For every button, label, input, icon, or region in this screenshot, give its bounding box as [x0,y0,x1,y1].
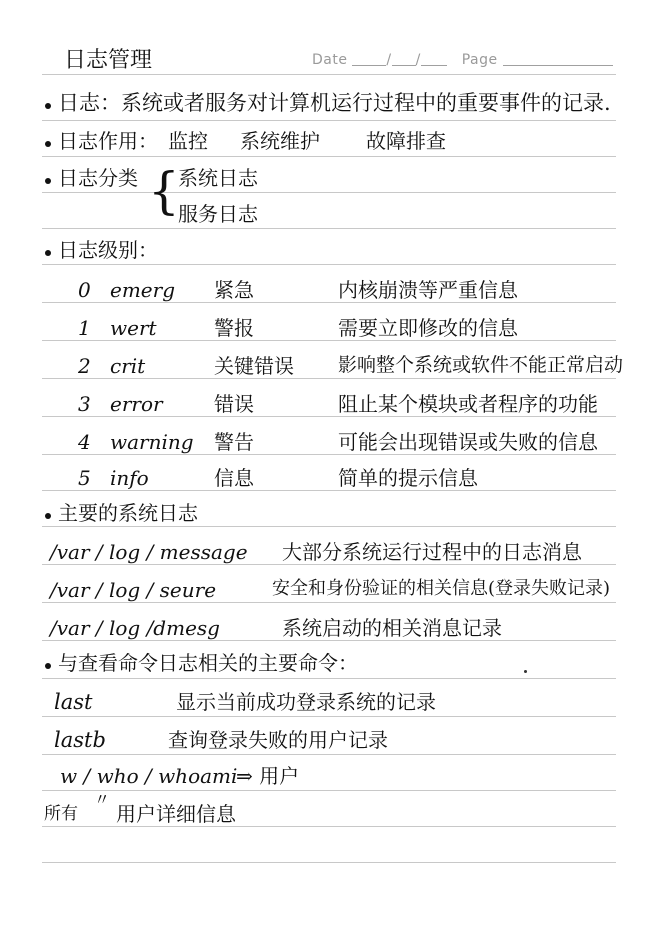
level-description: 需要立即修改的信息 [338,316,518,340]
ruled-line [42,678,616,679]
level-code: emerg [110,278,175,302]
level-number: 2 [78,354,91,378]
level-code: info [110,466,149,490]
ditto-mark: 〃 [94,790,111,809]
level-number: 5 [78,466,91,490]
purpose-item: 系统维护 [240,129,320,153]
level-description: 可能会出现错误或失败的信息 [338,430,598,454]
ruled-line [42,640,616,641]
level-name: 警告 [214,430,254,454]
level-number: 1 [78,316,91,340]
command-description: 显示当前成功登录系统的记录 [176,690,436,714]
date-separator: / [386,52,392,68]
side-description: 用户详细信息 [116,802,236,826]
level-code: warning [110,430,194,454]
ruled-line [42,192,616,193]
classification-item: 服务日志 [178,202,258,226]
level-description: 简单的提示信息 [338,466,478,490]
ruled-line [42,74,616,75]
level-number: 0 [78,278,91,302]
log-path: /var / log / message [50,540,248,564]
page-label: Page [461,52,498,68]
ruled-line [42,564,616,565]
level-number: 3 [78,392,91,416]
bullet [45,250,51,256]
level-name: 关键错误 [214,354,294,378]
ruled-line [42,120,616,121]
classification-item: 系统日志 [178,166,258,190]
command-description: ⇒ 用户 [236,764,300,788]
ruled-line [42,526,616,527]
ruled-line [42,228,616,229]
bullet [45,178,51,184]
bullet [45,513,51,519]
ruled-line [42,754,616,755]
command-description: 查询登录失败的用户记录 [168,728,388,752]
bullet [45,141,51,147]
ink-dot [524,670,527,673]
date-label: Date [312,52,348,68]
purpose-label: 日志作用： [58,129,158,153]
level-description: 内核崩溃等严重信息 [338,278,518,302]
ruled-line [42,378,616,379]
level-code: wert [110,316,157,340]
ruled-line [42,790,616,791]
ruled-line [42,862,616,863]
log-description: 安全和身份验证的相关信息(登录失败记录) [272,578,611,599]
purpose-item: 监控 [168,129,208,153]
log-description: 系统启动的相关消息记录 [282,616,502,640]
ruled-line [42,156,616,157]
levels-label: 日志级别： [58,238,158,262]
command-name: w / who / whoami [60,764,238,788]
level-description: 阻止某个模块或者程序的功能 [338,392,598,416]
ruled-line [42,490,616,491]
brace-icon: { [148,162,180,220]
bullet [45,103,51,109]
level-name: 错误 [214,392,254,416]
level-name: 信息 [214,466,254,490]
ruled-line [42,454,616,455]
level-number: 4 [78,430,91,454]
date-separator: / [415,52,421,68]
level-name: 警报 [214,316,254,340]
main-logs-label: 主要的系统日志 [58,501,198,525]
purpose-item: 故障排查 [366,129,446,153]
ruled-line [42,264,616,265]
ruled-line [42,340,616,341]
log-path: /var / log / seure [50,578,217,602]
log-description: 大部分系统运行过程中的日志消息 [282,540,582,564]
log-path: /var / log /dmesg [50,616,220,640]
ruled-line [42,602,616,603]
command-name: lastb [54,728,106,752]
classification-label: 日志分类 [58,166,138,190]
level-name: 紧急 [214,278,254,302]
level-code: error [110,392,163,416]
ruled-line [42,716,616,717]
bullet [45,663,51,669]
commands-label: 与查看命令日志相关的主要命令： [58,651,358,675]
ruled-line [42,826,616,827]
page-title: 日志管理 [64,48,153,73]
command-name: last [54,690,93,714]
ruled-line [42,416,616,417]
level-description: 影响整个系统或软件不能正常启动 [338,354,624,376]
level-code: crit [110,354,146,378]
ruled-line [42,302,616,303]
date-page-header [312,52,613,68]
side-note: 所有 [44,804,78,824]
definition-text: 日志：系统或者服务对计算机运行过程中的重要事件的记录. [58,91,611,115]
